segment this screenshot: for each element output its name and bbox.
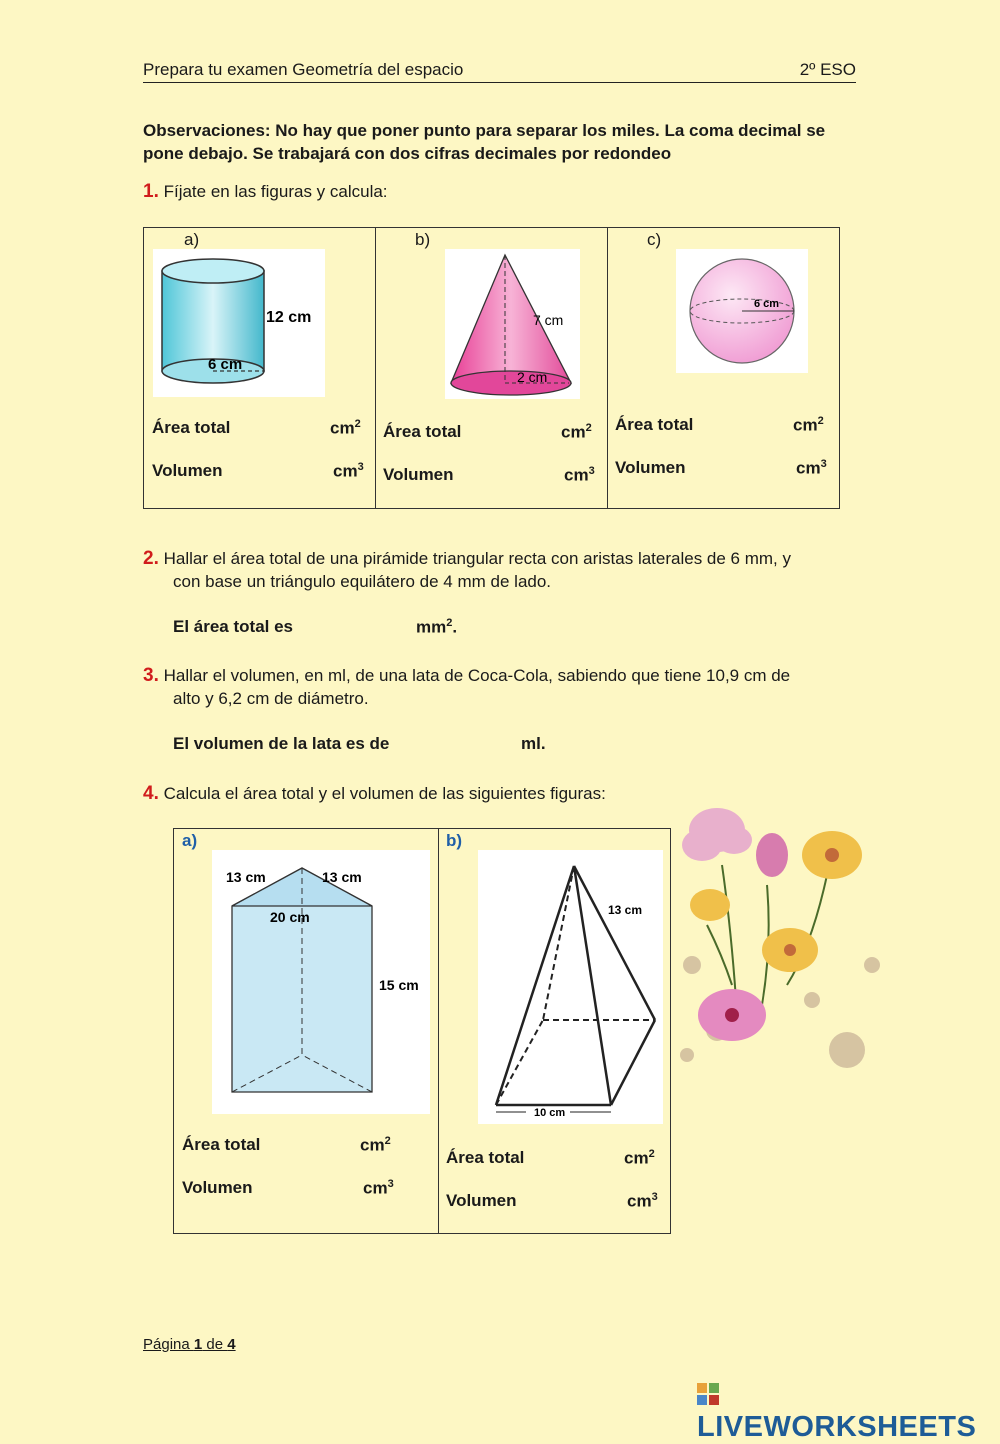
q1-table	[143, 227, 840, 509]
dim-label: 13 cm	[322, 869, 362, 885]
cell-letter: c)	[647, 230, 662, 249]
q3-answer-label: El volumen de la lata es de	[173, 734, 390, 753]
cylinder-figure	[153, 249, 325, 397]
dim-label: 6 cm	[208, 356, 243, 373]
volume-unit: $cm^3$	[333, 461, 364, 481]
dim-label: 20 cm	[270, 909, 310, 925]
cone-figure	[445, 249, 580, 399]
area-unit: $cm^2$	[360, 1135, 391, 1155]
question-text: Fíjate en las figuras y calcula:	[163, 182, 388, 201]
area-label: Área total	[182, 1135, 261, 1154]
area-label: Área total	[615, 415, 694, 434]
cell-letter: b)	[415, 230, 431, 249]
volume-unit: $cm^3$	[627, 1191, 658, 1211]
q4-table	[173, 828, 671, 1234]
question-2	[143, 547, 863, 593]
volume-label: Volumen	[383, 465, 454, 484]
q1-cell-c	[607, 228, 838, 508]
answer-label: El área total es	[173, 617, 294, 636]
q3-answer-unit: ml.	[521, 734, 546, 753]
q1-cell-b	[375, 228, 608, 508]
dim-label: 2 cm	[517, 369, 548, 385]
question-text-cont: alto y 6,2 cm de diámetro.	[173, 689, 369, 708]
logo-icon	[697, 1380, 719, 1402]
dim-label: 13 cm	[608, 903, 643, 917]
question-number: 3.	[143, 665, 159, 686]
logo-text: LIVEWORKSHEETS	[697, 1411, 977, 1443]
question-text: Calcula el área total y el volumen de las siguientes figuras:	[163, 784, 606, 803]
question-number: 1.	[143, 181, 159, 202]
area-unit: $cm^2$	[561, 422, 592, 442]
volume-label: Volumen	[182, 1178, 253, 1197]
area-unit: $cm^2$	[330, 418, 361, 438]
flower-decoration	[662, 785, 902, 1085]
page-header	[143, 60, 856, 83]
question-4	[143, 782, 606, 805]
volume-label: Volumen	[615, 458, 686, 477]
pyramid-figure	[478, 850, 663, 1124]
header-grade: 2º ESO	[799, 60, 856, 79]
dim-label: 10 cm	[534, 1107, 566, 1119]
dim-label: 13 cm	[226, 869, 266, 885]
dim-label: 6 cm	[754, 298, 780, 310]
volume-unit: $cm^3$	[564, 465, 595, 485]
dim-label: 15 cm	[379, 977, 419, 993]
q4-cell-a	[174, 829, 439, 1233]
cell-letter: a)	[184, 230, 200, 249]
volume-unit: $cm^3$	[363, 1178, 394, 1198]
question-text-cont: con base un triángulo equilátero de 4 mm de lado.	[173, 572, 552, 591]
area-label: Área total	[152, 418, 231, 437]
page-footer: Página 1 de 4	[143, 1336, 236, 1353]
question-1	[143, 180, 388, 203]
volume-label: Volumen	[152, 461, 223, 480]
question-number: 4.	[143, 783, 159, 804]
volume-unit: $cm^3$	[796, 458, 827, 478]
prism-figure	[212, 850, 430, 1114]
area-unit: $cm^2$	[624, 1148, 655, 1168]
cell-letter: a)	[182, 831, 198, 850]
question-text: Hallar el volumen, en ml, de una lata de Coca-Cola, sabiendo que tiene 10,9 cm de	[163, 666, 791, 685]
question-text: Hallar el área total de una pirámide triangular recta con aristas laterales de 6 mm, y	[163, 549, 792, 568]
q4-cell-b	[438, 829, 669, 1233]
question-number: 2.	[143, 548, 159, 569]
liveworksheets-logo	[697, 1378, 1000, 1444]
q2-answer	[173, 617, 293, 637]
dim-label: 7 cm	[533, 312, 564, 328]
header-title: Prepara tu examen Geometría del espacio	[143, 60, 464, 79]
q1-cell-a	[144, 228, 376, 508]
question-3	[143, 664, 863, 710]
area-label: Área total	[383, 422, 462, 441]
sphere-figure	[676, 249, 808, 373]
volume-label: Volumen	[446, 1191, 517, 1210]
area-unit: $cm^2$	[793, 415, 824, 435]
observations: Observaciones: No hay que poner punto para separar los miles. La coma decimal se pone debajo. Se trabajará con dos cifras decimales por redondeo	[143, 121, 826, 163]
area-label: Área total	[446, 1148, 525, 1167]
cell-letter: b)	[446, 831, 463, 850]
dim-label: 12 cm	[266, 309, 312, 326]
q2-answer-unit: $mm^2$.	[416, 617, 458, 637]
